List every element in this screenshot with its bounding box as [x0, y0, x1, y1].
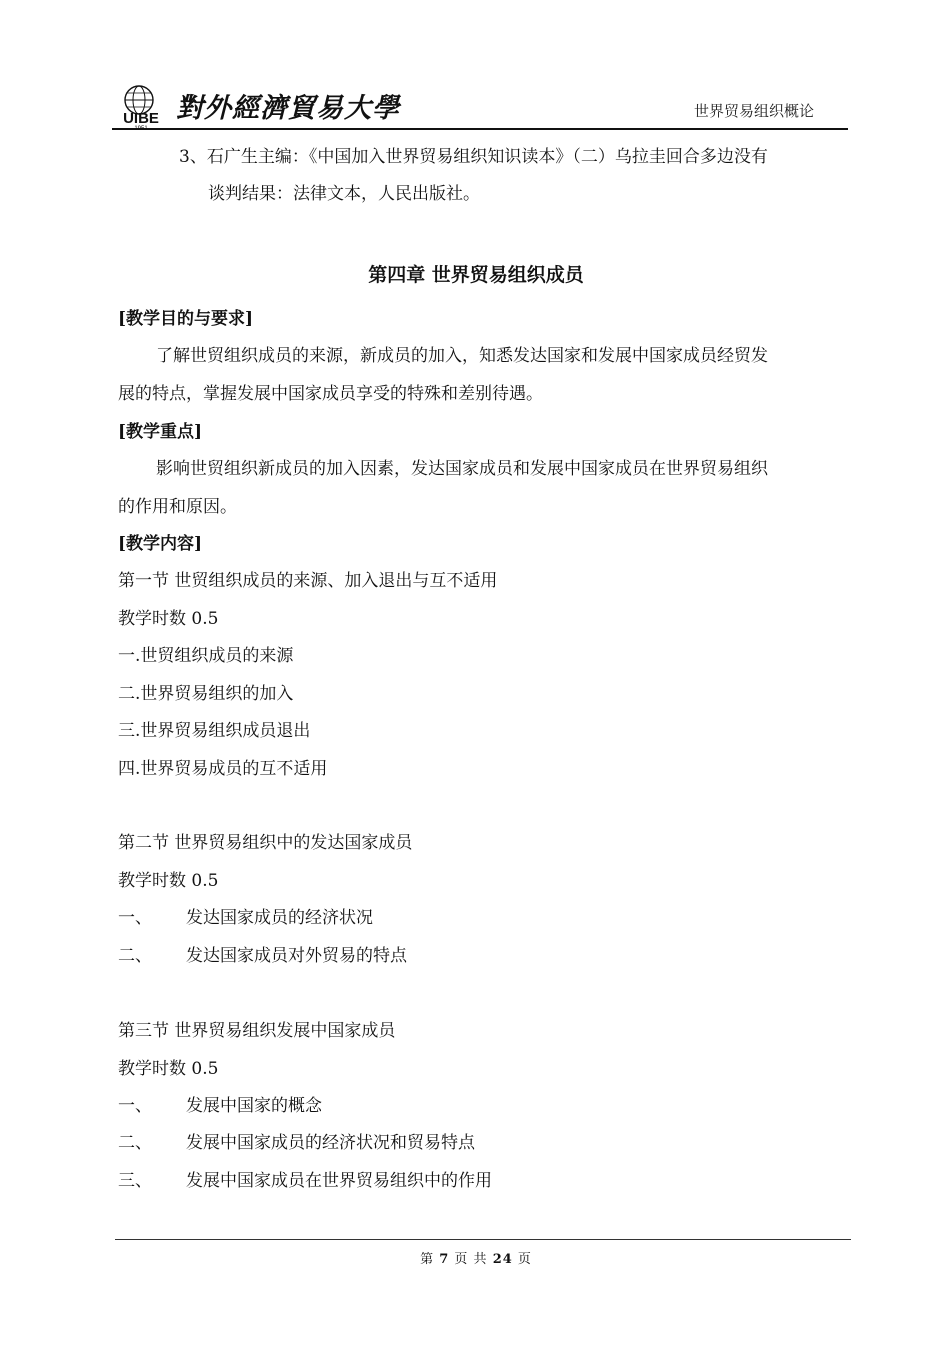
course-title: 世界贸易组织概论 — [693, 102, 814, 120]
page-number — [0, 1248, 952, 1267]
svg-text:UIBE: UIBE — [123, 110, 159, 127]
page-current: 7 — [439, 1252, 450, 1267]
section-3-item-number: 二、 — [118, 1133, 152, 1153]
section-1-hours: 教学时数 0.5 — [118, 609, 219, 629]
objectives-heading: [教学目的与要求] — [118, 309, 254, 329]
section-1-item: 四.世界贸易成员的互不适用 — [118, 759, 328, 779]
page-prefix: 第 — [420, 1252, 435, 1267]
section-2-item-text: 发达国家成员的经济状况 — [186, 908, 373, 928]
reference-line-1: 3、石广生主编：《中国加入世界贸易组织知识读本》（二）乌拉圭回合多边没有 — [179, 147, 768, 167]
header-divider — [112, 128, 848, 130]
section-3-item-text: 发展中国家的概念 — [186, 1096, 322, 1116]
objectives-text-2: 展的特点，掌握发展中国家成员享受的特殊和差别待遇。 — [118, 384, 543, 404]
section-1-item: 一.世贸组织成员的来源 — [118, 646, 294, 666]
page-header — [112, 78, 848, 130]
section-3-hours: 教学时数 0.5 — [118, 1059, 219, 1079]
section-1-item: 三.世界贸易组织成员退出 — [118, 721, 311, 741]
svg-text:1951: 1951 — [134, 126, 148, 130]
university-logo-icon — [112, 82, 170, 130]
section-3-item-number: 一、 — [118, 1096, 152, 1116]
section-3-item-text: 发展中国家成员在世界贸易组织中的作用 — [186, 1171, 492, 1191]
section-3-title: 第三节 世界贸易组织发展中国家成员 — [118, 1021, 396, 1041]
page-suffix: 页 — [517, 1252, 532, 1267]
section-2-hours: 教学时数 0.5 — [118, 871, 219, 891]
content-heading: [教学内容] — [118, 534, 203, 554]
section-2-item-number: 二、 — [118, 946, 152, 966]
key-points-text-1: 影响世贸组织新成员的加入因素，发达国家成员和发展中国家成员在世界贸易组织 — [156, 459, 768, 479]
section-2-item-number: 一、 — [118, 908, 152, 928]
section-1-title: 第一节 世贸组织成员的来源、加入退出与互不适用 — [118, 571, 498, 591]
section-3-item-number: 三、 — [118, 1171, 152, 1191]
key-points-heading: [教学重点] — [118, 422, 203, 442]
reference-line-2: 谈判结果：法律文本，人民出版社。 — [208, 184, 480, 204]
university-name: 對外經濟貿易大學 — [176, 93, 400, 124]
objectives-text-1: 了解世贸组织成员的来源，新成员的加入，知悉发达国家和发展中国家成员经贸发 — [156, 346, 768, 366]
section-2-item-text: 发达国家成员对外贸易的特点 — [186, 946, 407, 966]
chapter-title: 第四章 世界贸易组织成员 — [368, 264, 584, 286]
section-3-item-text: 发展中国家成员的经济状况和贸易特点 — [186, 1133, 475, 1153]
section-2-title: 第二节 世界贸易组织中的发达国家成员 — [118, 833, 413, 853]
page-mid: 页 共 — [454, 1252, 488, 1267]
page-total: 24 — [492, 1252, 513, 1267]
footer-divider — [115, 1239, 851, 1240]
key-points-text-2: 的作用和原因。 — [118, 497, 237, 517]
section-1-item: 二.世界贸易组织的加入 — [118, 684, 294, 704]
